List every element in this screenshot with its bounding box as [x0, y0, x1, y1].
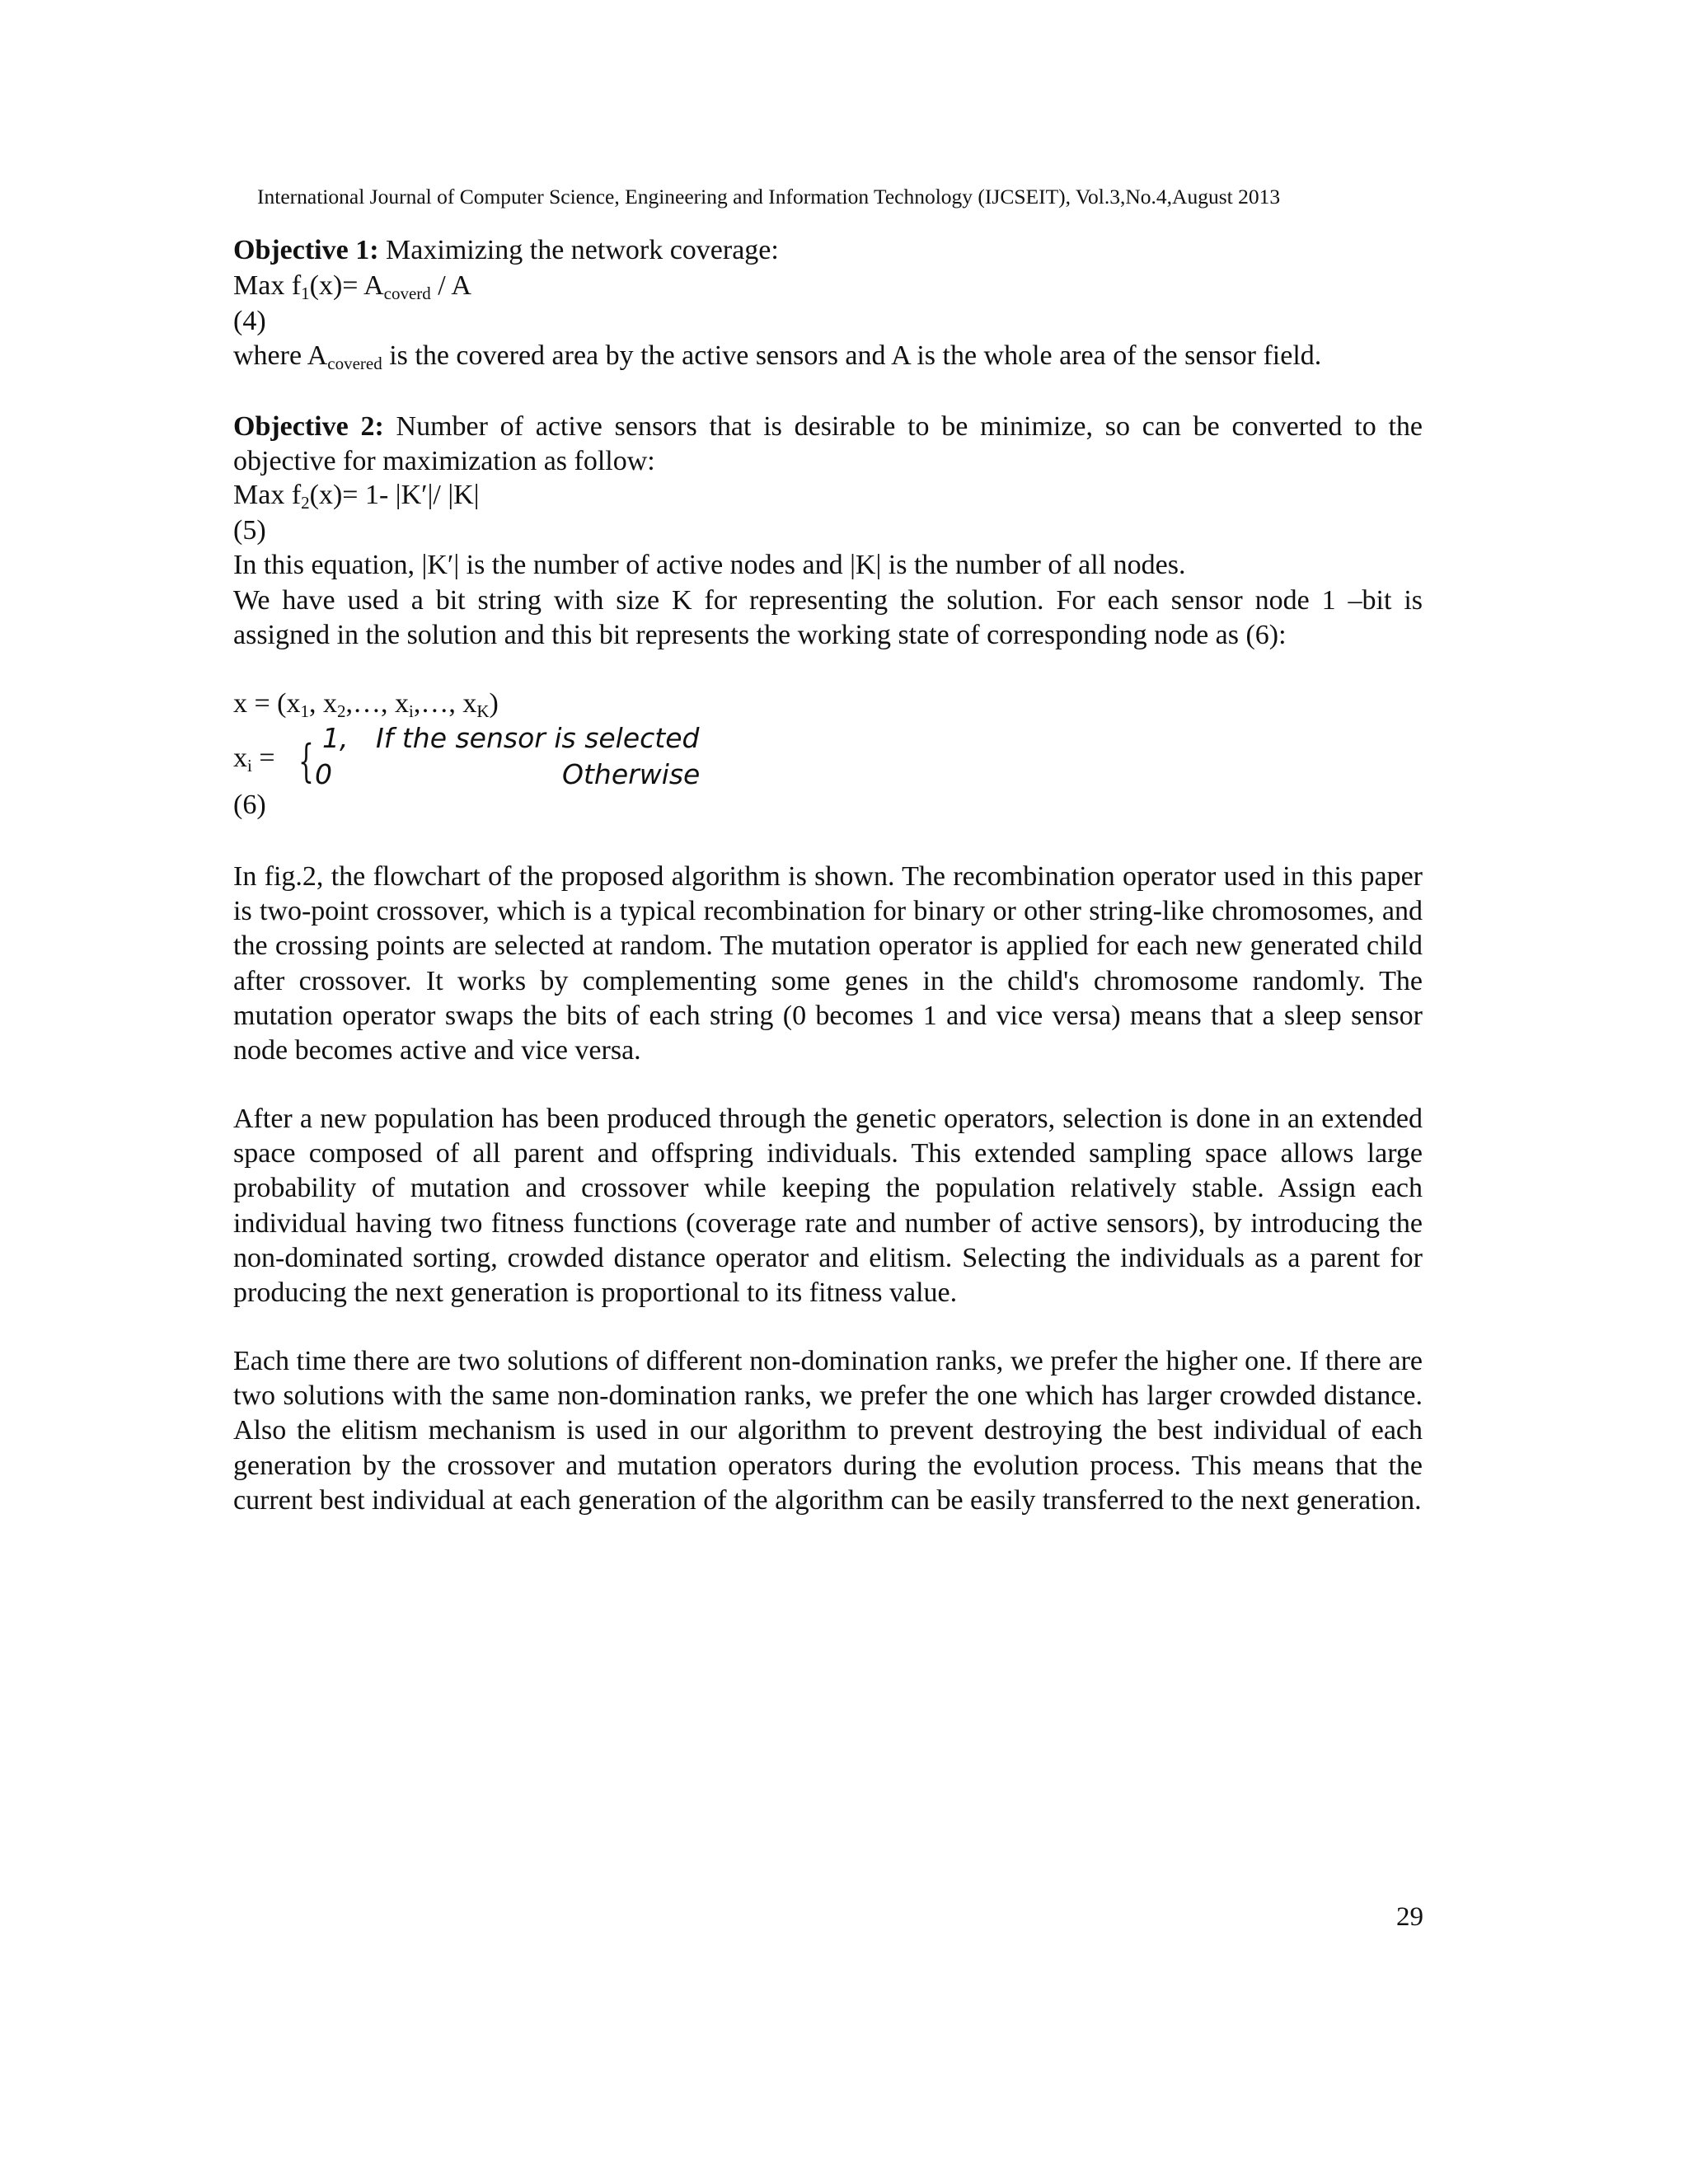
solution-vector	[233, 688, 499, 721]
eq5-part: (x)= 1- |K′|/ |K|	[309, 480, 480, 510]
case-1-condition: If the sensor is selected	[376, 722, 700, 754]
xi-subscript: i	[247, 756, 252, 776]
vector-part: ,…, x	[345, 688, 409, 719]
running-header: International Journal of Computer Science, Engineering and Information Technology (IJCSEIT), Vol.3,No.4,August 2013	[257, 185, 1281, 209]
objective-2-label: Objective 2:	[233, 411, 384, 442]
eq4-subscript: coverd	[383, 284, 431, 303]
vector-subscript: 1	[300, 701, 309, 721]
equation-6-number: (6)	[233, 790, 266, 820]
eq5-subscript: 2	[301, 493, 310, 513]
vector-part: )	[489, 688, 499, 719]
paragraph-crossover-mutation: In fig.2, the flowchart of the proposed algorithm is shown. The recombination operator used in this paper is two-point crossover, which is a typical recombination for binary or other string-like chromosomes, and the crossing points are selected at random. The mutation operator is applied for each new generated child after crossover. It works by complementing some genes in the child's chromosome randomly. The mutation operator swaps the bits of each string (0 becomes 1 and vice versa) means that a sleep sensor node becomes active and vice versa.	[233, 861, 1423, 1066]
equation-5	[233, 480, 480, 513]
objective-1-heading	[233, 237, 779, 265]
vector-part: , x	[309, 688, 337, 719]
case-2-value: 0	[315, 758, 332, 790]
equation-5-number: (5)	[233, 515, 266, 546]
objective-2-paragraph	[233, 410, 1423, 479]
paragraph-selection: After a new population has been produced through the genetic operators, selection is done in an extended space composed of all parent and offspring individuals. This extended sampling space allows large probability of mutation and crossover while keeping the population relatively stable. Assign each individual having two fitness functions (coverage rate and number of active sensors), by introducing the non-dominated sorting, crowded distance operator and elitism. Selecting the individuals as a parent for producing the next generation is proportional to its fitness value.	[233, 1104, 1423, 1309]
xi-part: =	[251, 743, 275, 773]
paragraph-elitism: Each time there are two solutions of different non-domination ranks, we prefer the higher one. If there are two solutions with the same non-domination ranks, we prefer the one which has larger crowded distance. Also the elitism mechanism is used in our algorithm to prevent destroying the best individual of each generation by the crossover and mutation operators during the evolution process. This means that the current best individual at each generation of the algorithm can be easily transferred to the next generation.	[233, 1346, 1423, 1516]
vector-part: x = (x	[233, 688, 301, 719]
eq5-part: Max f	[233, 480, 302, 510]
equation-4-number: (4)	[233, 306, 266, 336]
vector-subscript: i	[409, 701, 414, 721]
cases-brace: {	[298, 735, 314, 787]
where-part: where A	[233, 340, 328, 371]
xi-part: x	[233, 743, 247, 773]
objective-1-where	[233, 340, 1322, 373]
equation-4	[233, 270, 471, 303]
where-part: is the covered area by the active sensors and A is the whole area of the sensor field.	[382, 340, 1322, 371]
eq4-subscript: 1	[301, 284, 310, 303]
vector-subscript: K	[476, 701, 490, 721]
equation-5-explanation: In this equation, |K′| is the number of active nodes and |K| is the number of all nodes.	[233, 550, 1186, 580]
objective-1-label: Objective 1:	[233, 235, 379, 265]
page-number: 29	[1396, 1902, 1423, 1932]
vector-part: ,…, x	[413, 688, 477, 719]
vector-subscript: 2	[337, 701, 346, 721]
eq4-part: (x)= A	[309, 270, 384, 301]
eq4-part: Max f	[233, 270, 302, 301]
objective-1-title: Maximizing the network coverage:	[378, 235, 779, 265]
where-subscript: covered	[327, 354, 382, 373]
objective-2-text: Number of active sensors that is desirable to be minimize, so can be converted to the objective for maximization as follow:	[233, 411, 1423, 477]
xi-definition-label	[233, 743, 275, 776]
bit-string-paragraph: We have used a bit string with size K for representing the solution. For each sensor node 1 –bit is assigned in the solution and this bit represents the working state of corresponding node as (6):	[233, 585, 1423, 651]
case-2-condition: Otherwise	[562, 758, 701, 790]
eq4-part: / A	[430, 270, 471, 301]
case-1-value: 1,	[322, 722, 349, 754]
